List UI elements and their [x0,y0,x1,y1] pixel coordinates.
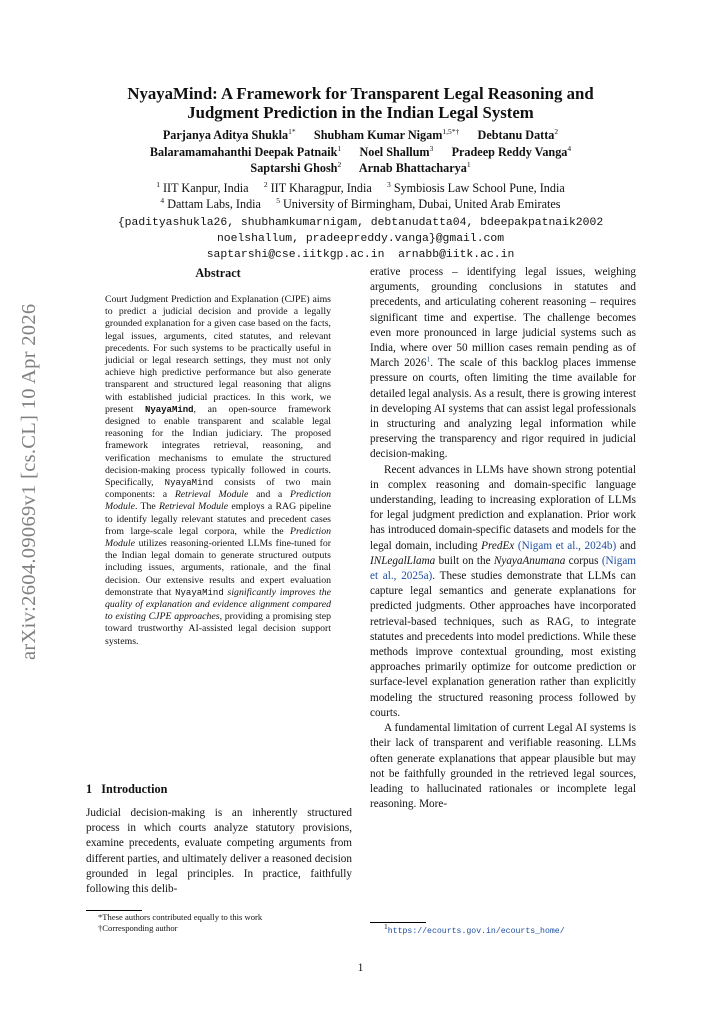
author-name: Arnab Bhattacharya [358,161,467,175]
author-name: Balaramamahanthi Deepak Patnaik [149,144,338,159]
email-line-2: noelshallum, pradeepreddy.vanga}@gmail.com [216,233,505,245]
author-name: Parjanya Aditya Shukla [162,128,289,142]
paper-title [60,84,661,122]
affiliation-row-2: $^4$ Dattam Labs, India $^5$ University of Birmingham, Dubai, United Arab Emirates [160,195,561,211]
footnote-equal-contribution: *These authors contributed equally to this work [98,912,263,922]
system-name: NyayaMind [175,587,224,598]
author-name: Pradeep Reddy Vanga [451,144,568,159]
left-column-body [86,806,352,897]
affiliations [40,180,681,212]
abstract-body [105,294,331,648]
author-emails [40,215,681,263]
author-list [40,127,681,177]
system-name: NyayaMind [164,478,214,489]
abstract-paragraph: Court Judgment Prediction and Explanation (CJPE) aims to predict a judicial decision and provide a legally grounded explanation for a given case based on the facts, legal issues, arguments, cited statutes, and relevant precedents. For such systems to be practically useful in judicial or legal research settings, they must not only achieve high predictive performance but also generate transparent and structured legal reasoning that aligns with established judicial practices. In this work, we present NyayaMind, an open-source framework designed to enable transparent and scalable legal reasoning for the Indian judiciary. The proposed framework integrates retrieval, reasoning, and verification mechanisms to emulate the structured decision-making process typically followed in courts. Specifically, NyayaMind consists of two main components: a Retrieval Module and a Prediction Module. The Retrieval Module employs a RAG pipeline to identify legally relevant statutes and precedent cases from large-scale legal corpora, while the Prediction Module utilizes reasoning-oriented LLMs fine-tuned for the Indian legal domain to generate structured outputs including issues, arguments, rationale, and the final decision. Our extensive results and expert evaluation demonstrate that NyayaMind significantly improves the quality of explanation and evidence alignment compared to existing CJPE approaches, providing a promising step toward trustworthy AI-assisted legal decision support systems. [105,294,332,647]
email-line-1: {padityashukla26, shubhamkumarnigam, debtanudatta04, bdeepakpatnaik2002 [117,217,604,229]
author-row-2: Balaramamahanthi Deepak Patnaik$^1$ Noel Shallum$^3$ Pradeep Reddy Vanga$^4$ [149,143,572,159]
citation-link[interactable]: (Nigam et al., 2025a) [370,554,636,583]
citation-link[interactable]: (Nigam et al., 2024b) [517,539,617,552]
intro-paragraph-2: Recent advances in LLMs have shown strong potential in complex reasoning and domain-specific language understanding, leading to increasing exploration of LLMs for legal judgment prediction and explanation. Prior work has introduced domain-specific datasets and models for the legal domain, including PredEx (Nigam et al., 2024b) and INLegalLlama built on the NyayaAnumana corpus (Nigam et al., 2025a). These studies demonstrate that LLMs can capture legal semantics and generate explanations for predicted judgments. Other approaches have incorporated retrieval-based techniques, such as RAG, to integrate statutes and precedents into model predictions. While these methods improve contextual grounding, most existing approaches primarily optimize for outcome prediction or surface-level explanation generation rather than explicitly modeling the structured reasoning process followed by courts. [370,463,636,719]
footnote-marker-1[interactable]: 1 [426,354,431,364]
intro-paragraph-3: A fundamental limitation of current Legal AI systems is their lack of transparent and verifiable reasoning. LLMs often generate explanations that appear plausible but may not be faithfully grounded in the retrieved legal sources, leading to hallucinated rationales or incomplete legal reasoning. More- [370,722,636,811]
email-line-3: saptarshi@cse.iitkgp.ac.in arnabb@iitk.ac.in [206,249,515,261]
author-name: Noel Shallum [359,144,430,159]
footnote-rule-right [370,922,426,923]
title-line-2: Judgment Prediction in the Indian Legal System [187,103,534,122]
footnotes-left [98,912,348,934]
right-column-body [370,265,636,812]
abstract-heading: Abstract [195,266,241,280]
ecourts-url-link[interactable]: https://ecourts.gov.in/ecourts_home/ [387,927,565,936]
author-row-3: Saptarshi Ghosh$^2$ Arnab Bhattacharya$^1$ [250,159,471,175]
footnote-corresponding-author: †Corresponding author [98,923,178,933]
footnote-right: $^1$https://ecourts.gov.in/ecourts_home/ [384,922,565,936]
intro-paragraph-1: Judicial decision-making is an inherently structured process in which courts analyze statutory provisions, examine precedents, evaluate competing arguments from different parties, and ultimately deliver a reasoned decision grounded in legal principles. In practice, faithfully following this delib- [86,807,352,896]
section-heading-introduction: 1 Introduction [86,782,168,796]
title-line-1: NyayaMind: A Framework for Transparent Legal Reasoning and [127,84,594,103]
author-name: Debtanu Datta [477,128,555,142]
author-name: Saptarshi Ghosh [250,161,338,175]
page-number: 1 [357,962,364,974]
intro-paragraph-1-cont: erative process – identifying legal issues, weighing arguments, grounding conclusions in statutes and precedents, and articulating coherent reasoning – requires significant time and expertise. The challenge becomes even more pronounced in large judicial systems such as India, where over 50 million cases remain pending as of March 2026$^1$. The scale of this backlog places immense pressure on courts, often limiting the time available for detailed legal analysis. As a result, there is growing interest in developing AI systems that can assist legal professionals in structuring and analyzing legal information while preserving the transparency and rigor required in judicial decision-making. [370,266,636,461]
abstract-emphasis: significantly improves the quality of explanation and evidence alignment compared to existing CJPE approaches [105,586,332,623]
system-name: NyayaMind [144,404,194,415]
author-name: Shubham Kumar Nigam [313,128,443,142]
affiliation-row-1: $^1$ IIT Kanpur, India $^2$ IIT Kharagpur, India $^3$ Symbiosis Law School Pune, India [156,179,565,195]
footnote-rule-left [86,910,142,911]
arxiv-identifier: arXiv:2604.09069v1 [cs.CL] 10 Apr 2026 [18,303,40,660]
author-row-1: Parjanya Aditya Shukla$^{1*}$ Shubham Kumar Nigam$^{1,5*\dagger}$ Debtanu Datta$^2$ [162,126,559,142]
